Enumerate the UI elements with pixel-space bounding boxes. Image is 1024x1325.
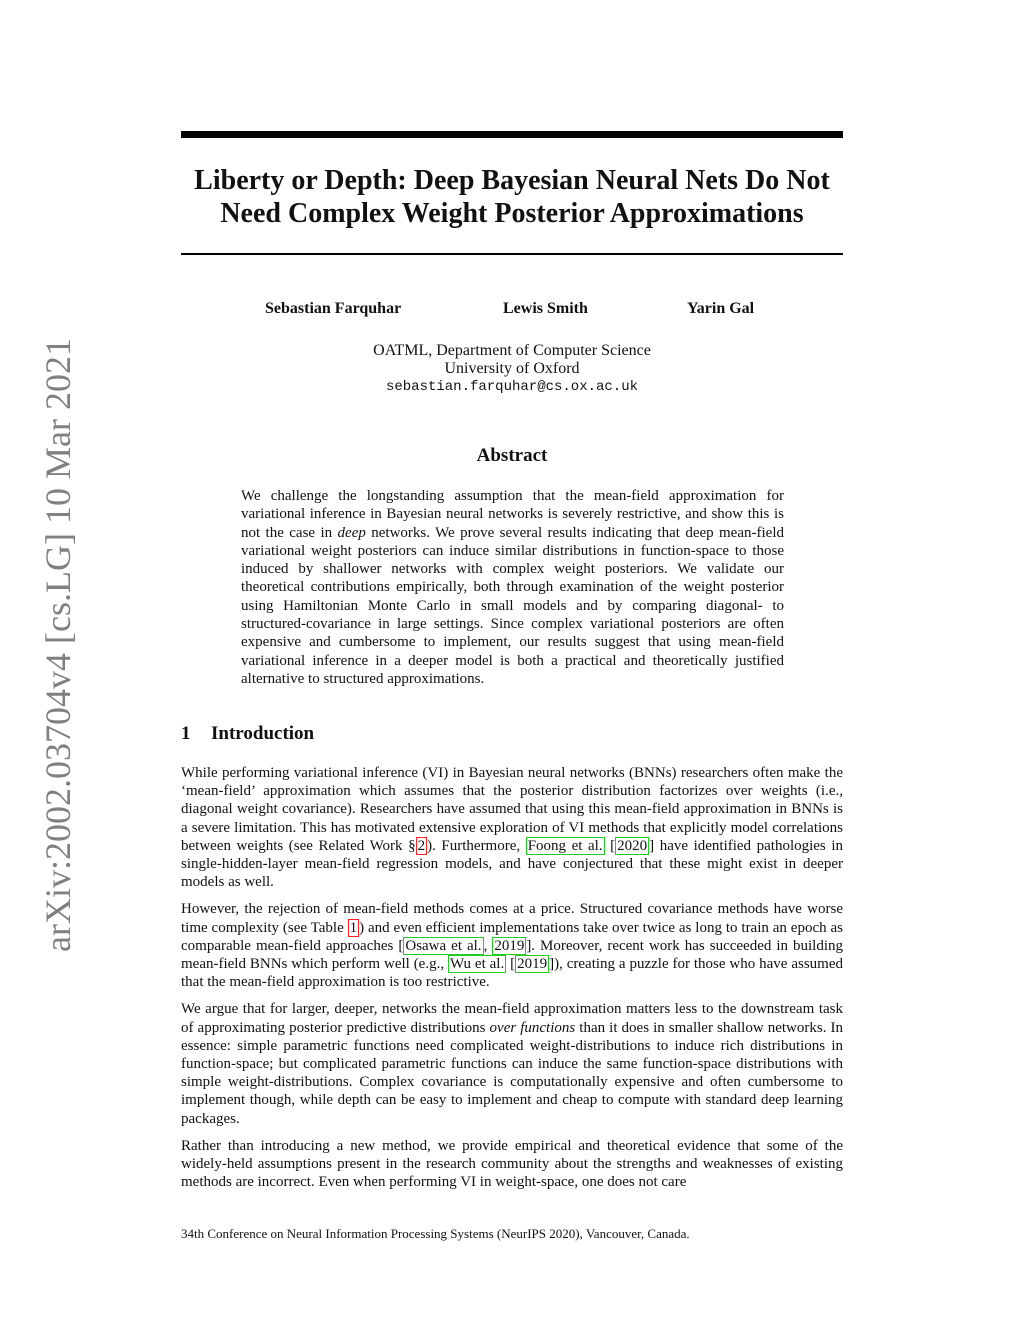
- emphasis-over-functions: over functions: [489, 1019, 576, 1036]
- text-run: ) and even efficient implementations take over twice as long to train an epoch as comparable mean-field approaches [: [181, 919, 843, 954]
- title-line-2: Need Complex Weight Posterior Approximations: [220, 198, 804, 229]
- affiliation: [181, 342, 843, 396]
- author-1: Sebastian Farquhar: [265, 300, 402, 317]
- title-line-1: Liberty or Depth: Deep Bayesian Neural Nets Do Not: [194, 165, 830, 196]
- text-run: While performing variational inference (VI) in Bayesian neural networks (BNNs) researchers often make the ‘mean-field’ approximation which assumes that the posterior distribution factorizes over weights (i.e., diagonal weight covariance). Researchers have assumed that using this mean-field approximation in BNNs is a severe limitation. This has motivated extensive exploration of VI methods that explicitly model correlations between weights (see Related Work §: [181, 765, 843, 854]
- title-rule-top: [181, 131, 843, 138]
- author-email[interactable]: sebastian.farquhar@cs.ox.ac.uk: [385, 379, 639, 395]
- citation-link-osawa-year[interactable]: 2019: [494, 937, 525, 954]
- paper-title: [181, 164, 843, 230]
- citation-link-wu-year[interactable]: 2019: [517, 956, 548, 973]
- section-heading-introduction: [181, 723, 314, 745]
- abstract-heading: Abstract: [476, 445, 548, 466]
- introduction-body: [181, 764, 843, 1200]
- text-run: However, the rejection of mean-field methods comes at a price. Structured covariance methods have worse time complexity (see Table: [181, 901, 843, 936]
- text-run: ]), creating a puzzle for those who have assumed that the mean-field approximation is too restrictive.: [181, 956, 843, 991]
- intro-paragraph-2: [181, 900, 843, 991]
- related-work-ref-link[interactable]: 2: [417, 837, 426, 854]
- title-rule-bottom: [181, 253, 843, 255]
- intro-paragraph-1: [181, 764, 843, 891]
- citation-link-wu-author[interactable]: Wu et al.: [449, 956, 505, 973]
- citation-link-foong-author[interactable]: Foong et al.: [527, 837, 603, 854]
- author-3: Yarin Gal: [687, 300, 755, 317]
- intro-paragraph-4: Rather than introducing a new method, we provide empirical and theoretical evidence that some of the widely-held assumptions present in the research community about the strengths and weaknesses of existing methods are incorrect. Even when performing VI in weight-space, one does not care: [181, 1137, 843, 1191]
- affiliation-dept: OATML, Department of Computer Science: [373, 342, 651, 359]
- text-run: ,: [483, 937, 493, 954]
- text-run: ] have identified pathologies in single-hidden-layer mean-field regression models, and have conjectured that these might exist in deeper models as well.: [181, 837, 844, 891]
- text-run: We argue that for larger, deeper, networks the mean-field approximation matters less to the downstream task of approximating posterior predictive distributions: [181, 1001, 843, 1036]
- abstract-text-part-1: We challenge the longstanding assumption that the mean-field approximation for variational inference in Bayesian neural networks is severely restrictive, and show this is not the case in: [241, 488, 784, 541]
- abstract-emphasis: deep: [337, 524, 366, 541]
- section-number: 1: [181, 723, 191, 744]
- table-ref-link[interactable]: 1: [349, 919, 358, 936]
- author-list: [0, 300, 1024, 322]
- citation-link-osawa-author[interactable]: Osawa et al.: [405, 937, 482, 954]
- affiliation-university: University of Oxford: [444, 360, 580, 377]
- author-2: Lewis Smith: [503, 300, 588, 317]
- text-run: ]. Moreover, recent work has succeeded in building mean-field BNNs which perform well (e.g.,: [181, 937, 844, 973]
- intro-paragraph-3: [181, 1000, 843, 1127]
- text-run: than it does in smaller shallow networks. In essence: simple parametric functions need complicated weight-distributions to induce rich distributions in function-space; but complicated parametric functions can induce the same function-space distributions with simple weight-distributions. Complex covariance is computationally expensive and often cumbersome to implement though, while depth can be easy to implement and cheap to compute with standard deep learning packages.: [181, 1019, 843, 1127]
- citation-link-foong-year[interactable]: 2020: [617, 837, 648, 854]
- section-title: Introduction: [211, 723, 315, 744]
- abstract-text: [241, 487, 784, 688]
- text-run: [: [604, 837, 616, 854]
- abstract-text-part-2: networks. We prove several results indicating that deep mean-field variational weight posteriors can induce similar distributions in function-space to those induced by shallower networks with complex weight posteriors. We validate our theoretical contributions empirically, both through examination of the weight posterior using Hamiltonian Monte Carlo in small models and by comparing diagonal- to structured-covariance in large settings. Since complex variational posteriors are often expensive and cumbersome to implement, our results suggest that using mean-field variational inference in a deeper model is both a practical and theoretically justified alternative to structured approximations.: [241, 524, 784, 687]
- conference-footnote: 34th Conference on Neural Information Processing Systems (NeurIPS 2020), Vancouver, Canada.: [181, 1226, 690, 1241]
- text-run: [: [506, 956, 516, 973]
- arxiv-stamp: arXiv:2002.03704v4 [cs.LG] 10 Mar 2021: [38, 338, 78, 952]
- text-run: ). Furthermore,: [427, 837, 526, 854]
